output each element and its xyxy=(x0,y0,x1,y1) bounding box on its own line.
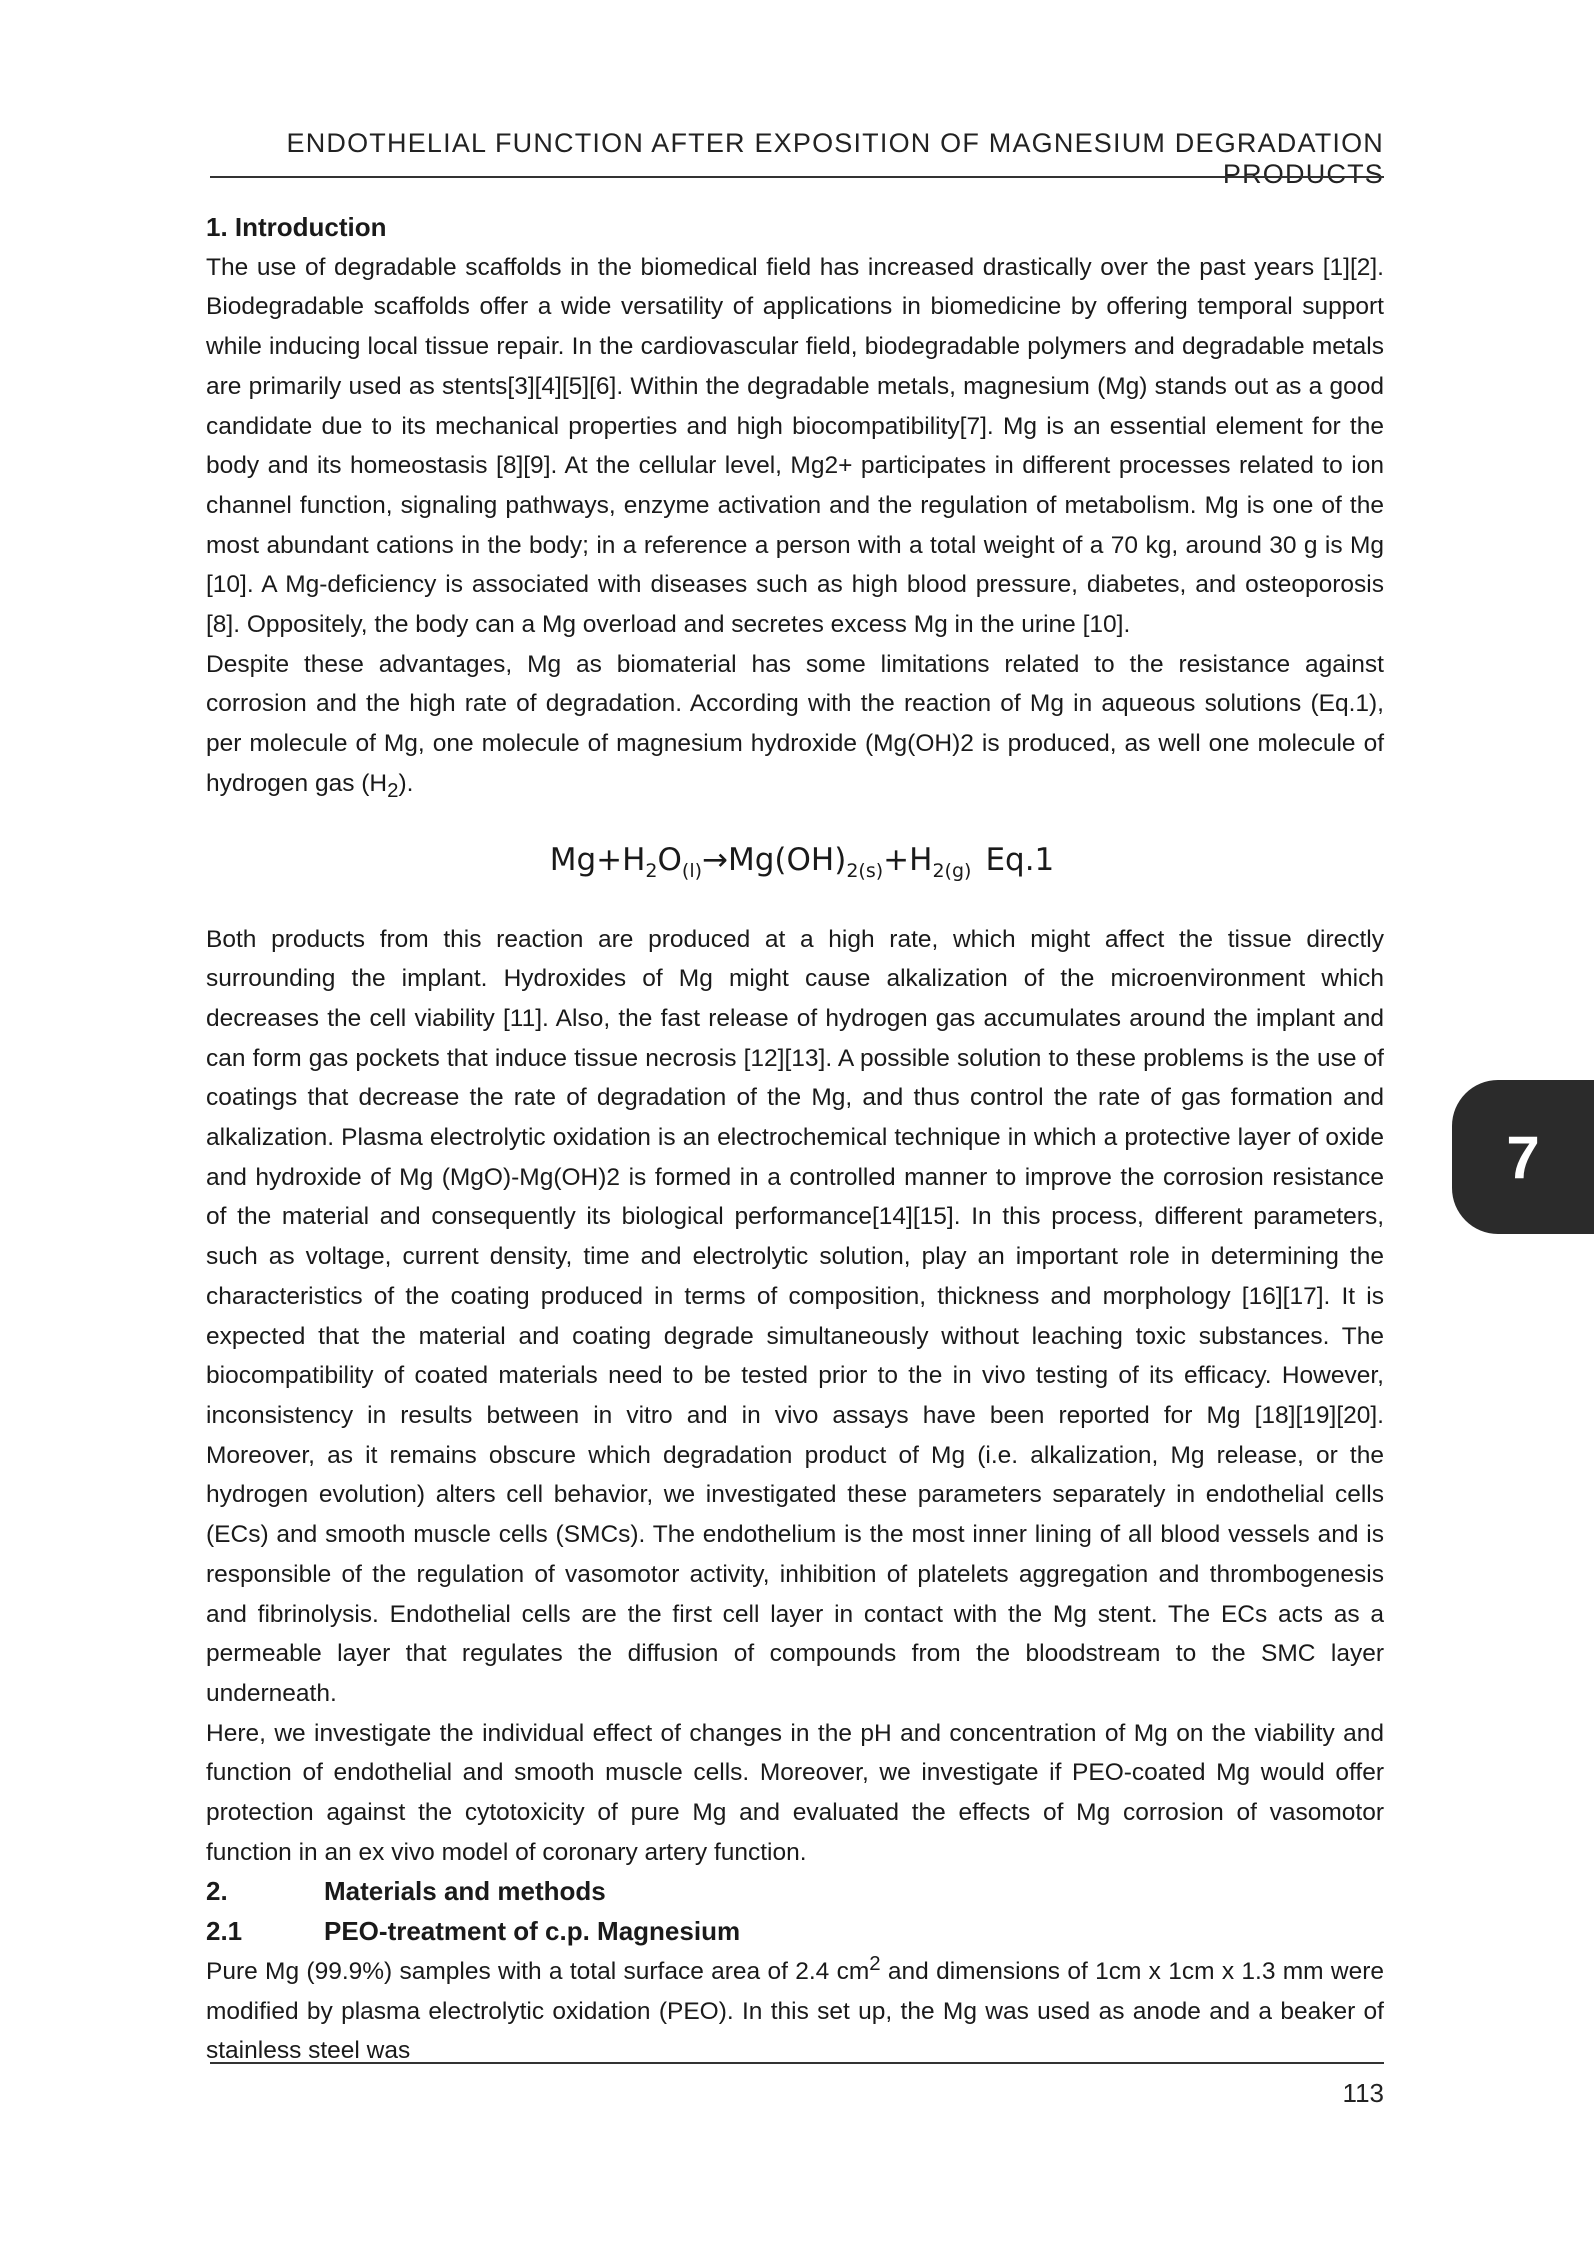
subsection-number-peo: 2.1 xyxy=(206,1916,243,1947)
hydrogen-subscript: 2 xyxy=(387,779,399,802)
paragraph-intro-1: The use of degradable scaffolds in the biomedical field has increased drastically over the past years [1][2]. Biodegradable scaffolds offer a wide versatility of applications in biomedicine by offering temporal support while inducing local tissue repair. In the cardiovascular field, biodegradable polymers and degradable metals are primarily used as stents[3][4][5][6]. Within the degradable metals, magnesium (Mg) stands out as a good candidate due to its mechanical properties and high biocompatibility[7]. Mg is an essential element for the body and its homeostasis [8][9]. At the cellular level, Mg2+ participates in different processes related to ion channel function, signaling pathways, enzyme activation and the regulation of metabolism. Mg is one of the most abundant cations in the body; in a reference a person with a total weight of a 70 kg, around 30 g is Mg [10]. A Mg-deficiency is associated with diseases such as high blood pressure, diabetes, and osteoporosis [8]. Oppositely, the body can a Mg overload and secretes excess Mg in the urine [10]. xyxy=(206,253,1384,639)
section-title-materials: Materials and methods xyxy=(324,1876,606,1907)
paragraph-peo-1 xyxy=(206,1952,1384,2071)
paragraph-intro-2-text: Despite these advantages, Mg as biomaterial has some limitations related to the resistance against corrosion and the high rate of degradation. According with the reaction of Mg in aqueous solutions (Eq.1), per molecule of Mg, one molecule of magnesium hydroxide (Mg(OH)2 is produced, as well one molecule of hydrogen gas (H xyxy=(206,650,1384,797)
equation-part-3: →Mg(OH) xyxy=(702,841,847,878)
body-text xyxy=(206,208,1384,2071)
footer-rule xyxy=(210,2062,1384,2064)
paragraph-intro-4: Here, we investigate the individual effect of changes in the pH and concentration of Mg on the viability and function of endothelial and smooth muscle cells. Moreover, we investigate if PEO-coated Mg would offer protection against the cytotoxicity of pure Mg and evaluated the effects of Mg corrosion of vasomotor function in an ex vivo model of coronary artery function. xyxy=(206,1719,1384,1866)
paragraph-intro-2-end: ). xyxy=(398,769,414,797)
subsection-title-peo: PEO-treatment of c.p. Magnesium xyxy=(324,1916,741,1947)
section-heading-introduction: 1. Introduction xyxy=(206,212,387,242)
page-number: 113 xyxy=(1342,2078,1384,2108)
equation-sub-4: 2(g) xyxy=(932,859,972,882)
section-heading-materials xyxy=(206,1872,1384,1912)
chapter-tab: 7 xyxy=(1452,1080,1594,1234)
equation-1 xyxy=(206,804,1384,920)
paragraph-peo-1-text-b: and dimensions of 1cm x 1cm x 1.3 mm were modified by plasma electrolytic oxidation (PEO). In this set up, the Mg was used as anode and a beaker of stainless steel was xyxy=(206,1957,1384,2065)
paragraph-peo-1-text-a: Pure Mg (99.9%) samples with a total surface area of 2.4 cm xyxy=(206,1957,870,1985)
subsection-heading-peo xyxy=(206,1912,1384,1952)
equation-sub-1: 2 xyxy=(645,859,658,882)
equation-part-4: +H xyxy=(883,841,933,878)
area-superscript: 2 xyxy=(869,1952,881,1975)
equation-part-2: O xyxy=(657,841,682,878)
running-header: ENDOTHELIAL FUNCTION AFTER EXPOSITION OF MAGNESIUM DEGRADATION PRODUCTS xyxy=(286,128,1384,189)
paragraph-intro-2 xyxy=(206,645,1384,804)
section-number-materials: 2. xyxy=(206,1876,228,1907)
equation-sub-3: 2(s) xyxy=(846,859,884,882)
equation-label: Eq.1 xyxy=(985,841,1055,878)
header-rule xyxy=(210,176,1384,178)
paragraph-intro-3: Both products from this reaction are produced at a high rate, which might affect the tissue directly surrounding the implant. Hydroxides of Mg might cause alkalization of the microenvironment which decreases the cell viability [11]. Also, the fast release of hydrogen gas accumulates around the implant and can form gas pockets that induce tissue necrosis [12][13]. A possible solution to these problems is the use of coatings that decrease the rate of degradation of the Mg, and thus control the rate of gas formation and alkalization. Plasma electrolytic oxidation is an electrochemical technique in which a protective layer of oxide and hydroxide of Mg (MgO)-Mg(OH)2 is formed in a controlled manner to improve the corrosion resistance of the material and consequently its biological performance[14][15]. In this process, different parameters, such as voltage, current density, time and electrolytic solution, play an important role in determining the characteristics of the coating produced in terms of composition, thickness and morphology [16][17]. It is expected that the material and coating degrade simultaneously without leaching toxic substances. The biocompatibility of coated materials need to be tested prior to the in vivo testing of its efficacy. However, inconsistency in results between in vitro and in vivo assays have been reported for Mg [18][19][20]. Moreover, as it remains obscure which degradation product of Mg (i.e. alkalization, Mg release, or the hydrogen evolution) alters cell behavior, we investigated these parameters separately in endothelial cells (ECs) and smooth muscle cells (SMCs). The endothelium is the most inner lining of all blood vessels and is responsible of the regulation of vasomotor activity, inhibition of platelets aggregation and thrombogenesis and fibrinolysis. Endothelial cells are the first cell layer in contact with the Mg stent. The ECs acts as a permeable layer that regulates the diffusion of compounds from the bloodstream to the SMC layer underneath. xyxy=(206,925,1384,1707)
equation-part-1: Mg+H xyxy=(549,841,646,878)
equation-sub-2: (l) xyxy=(681,859,703,882)
